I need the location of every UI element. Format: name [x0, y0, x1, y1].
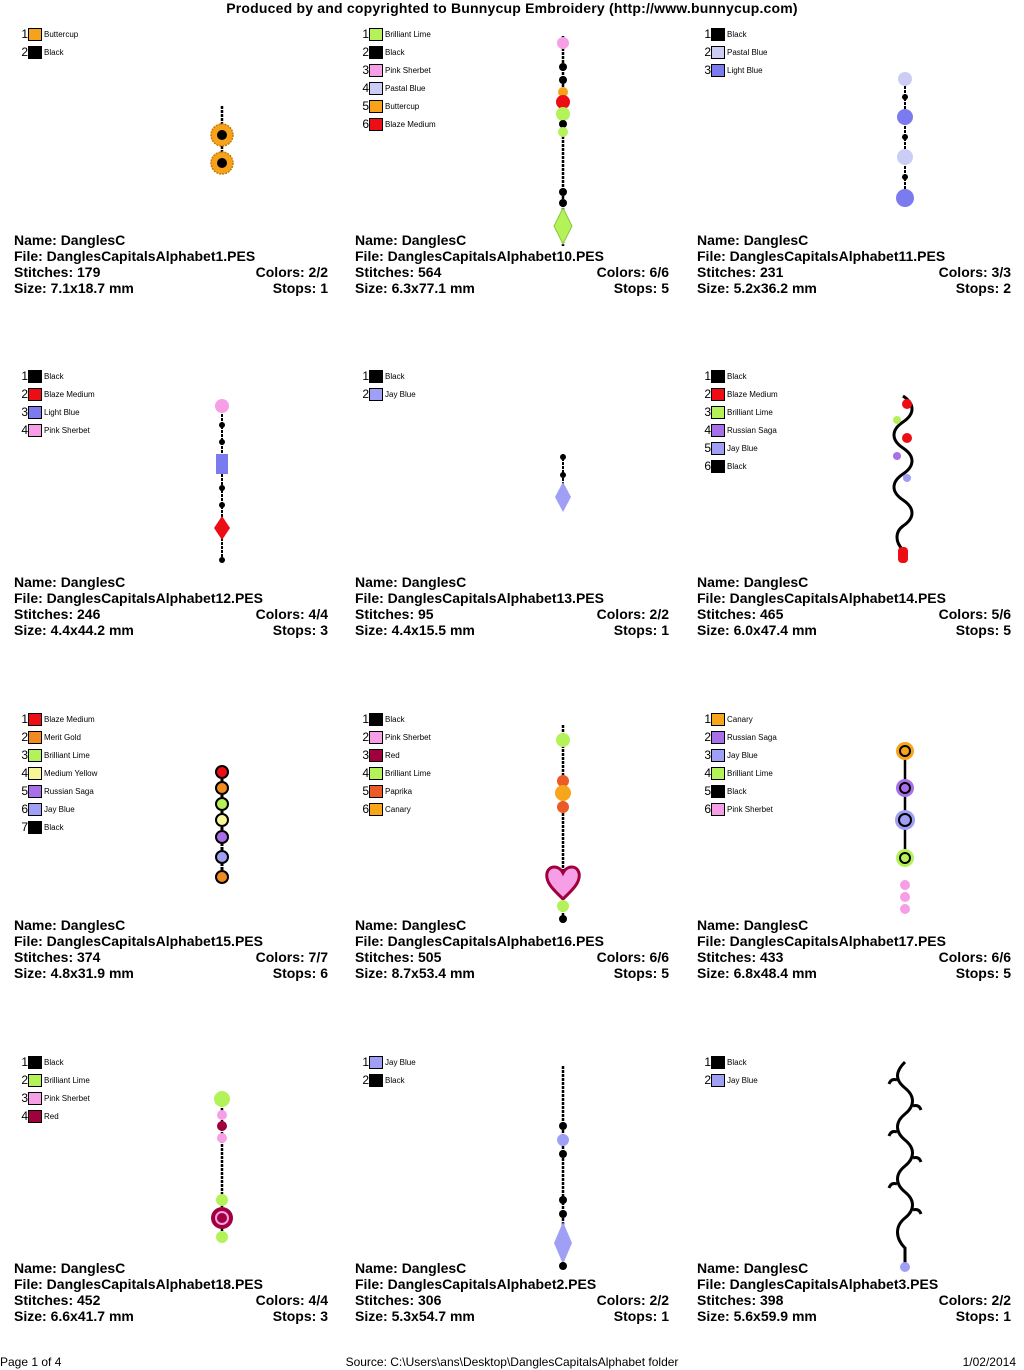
design-info — [14, 1260, 328, 1324]
thread-number: 4 — [21, 1109, 28, 1123]
thread-name: Brilliant Lime — [727, 408, 773, 417]
stops-label: Stops: — [272, 965, 317, 981]
design-name: DanglesC — [401, 574, 467, 590]
thread-name: Red — [44, 1112, 59, 1121]
design-name: DanglesC — [743, 917, 809, 933]
design-colors: 2/2 — [649, 1292, 669, 1308]
thread-name: Jay Blue — [727, 751, 758, 760]
thread-number: 6 — [362, 117, 369, 131]
stitches-label: Stitches: — [697, 606, 757, 622]
design-size: 6.3x77.1 mm — [391, 280, 475, 296]
stops-label: Stops: — [613, 1308, 658, 1324]
design-cell — [341, 342, 682, 685]
thread-number: 2 — [21, 1073, 28, 1087]
embroidery-design-preview — [0, 1028, 341, 1278]
stitches-label: Stitches: — [355, 264, 415, 280]
design-size: 6.8x48.4 mm — [733, 965, 817, 981]
colors-label: Colors: — [938, 1292, 988, 1308]
thread-name: Pink Sherbet — [385, 733, 431, 742]
stops-label: Stops: — [955, 965, 1000, 981]
size-label: Size: — [355, 965, 388, 981]
colors-label: Colors: — [596, 606, 646, 622]
design-size: 8.7x53.4 mm — [391, 965, 475, 981]
design-cell — [341, 0, 682, 343]
name-label: Name: — [355, 917, 398, 933]
page-number: Page 1 of 4 — [0, 1355, 62, 1369]
thread-name: Russian Saga — [44, 787, 94, 796]
thread-name: Jay Blue — [385, 390, 416, 399]
colors-label: Colors: — [596, 949, 646, 965]
design-file: DanglesCapitalsAlphabet3.PES — [729, 1276, 939, 1292]
thread-number: 2 — [704, 45, 711, 59]
design-info — [14, 232, 328, 296]
thread-number: 3 — [704, 405, 711, 419]
size-label: Size: — [14, 1308, 47, 1324]
thread-number: 6 — [362, 802, 369, 816]
thread-name: Pastal Blue — [385, 84, 426, 93]
colors-label: Colors: — [596, 264, 646, 280]
design-info — [697, 232, 1011, 296]
design-colors: 3/3 — [991, 264, 1011, 280]
thread-name: Brilliant Lime — [44, 1076, 90, 1085]
embroidery-design-preview — [341, 685, 682, 935]
size-label: Size: — [697, 622, 730, 638]
design-info — [697, 574, 1011, 638]
design-cell — [0, 0, 341, 343]
embroidery-design-preview — [683, 342, 1024, 592]
file-label: File: — [697, 933, 726, 949]
thread-number: 3 — [362, 748, 369, 762]
embroidery-design-preview — [0, 685, 341, 935]
design-stitches: 465 — [760, 606, 784, 622]
thread-name: Merit Gold — [44, 733, 81, 742]
thread-number: 3 — [704, 63, 711, 77]
stitches-label: Stitches: — [14, 606, 74, 622]
design-info — [14, 917, 328, 981]
design-stops: 3 — [320, 1308, 328, 1324]
thread-name: Black — [44, 1058, 64, 1067]
design-info — [697, 1260, 1011, 1324]
file-label: File: — [355, 1276, 384, 1292]
design-stops: 5 — [1003, 622, 1011, 638]
design-stitches: 564 — [418, 264, 442, 280]
design-stops: 2 — [1003, 280, 1011, 296]
embroidery-design-preview — [0, 342, 341, 592]
design-colors: 6/6 — [991, 949, 1011, 965]
design-stitches: 452 — [77, 1292, 101, 1308]
thread-number: 1 — [362, 27, 369, 41]
design-info — [697, 917, 1011, 981]
stops-label: Stops: — [613, 622, 658, 638]
design-colors: 4/4 — [308, 606, 328, 622]
thread-name: Black — [385, 48, 405, 57]
name-label: Name: — [355, 574, 398, 590]
design-info — [355, 917, 669, 981]
source-path: Source: C:\Users\ans\Desktop\DanglesCapitalsAlphabet folder — [345, 1355, 679, 1369]
thread-number: 6 — [704, 802, 711, 816]
thread-number: 4 — [362, 81, 369, 95]
thread-number: 5 — [362, 99, 369, 113]
design-name: DanglesC — [743, 574, 809, 590]
thread-number: 2 — [362, 45, 369, 59]
embroidery-design-preview — [683, 0, 1024, 250]
thread-name: Black — [385, 715, 405, 724]
thread-name: Paprika — [385, 787, 413, 796]
thread-number: 1 — [362, 369, 369, 383]
design-name: DanglesC — [60, 917, 126, 933]
design-cell — [683, 685, 1024, 1028]
name-label: Name: — [14, 574, 57, 590]
design-stops: 1 — [320, 280, 328, 296]
colors-label: Colors: — [255, 1292, 305, 1308]
thread-number: 4 — [704, 766, 711, 780]
thread-number: 1 — [21, 1055, 28, 1069]
size-label: Size: — [355, 280, 388, 296]
size-label: Size: — [697, 1308, 730, 1324]
file-label: File: — [697, 590, 726, 606]
name-label: Name: — [697, 1260, 740, 1276]
name-label: Name: — [14, 1260, 57, 1276]
design-file: DanglesCapitalsAlphabet15.PES — [46, 933, 263, 949]
design-size: 4.8x31.9 mm — [50, 965, 134, 981]
design-size: 5.2x36.2 mm — [733, 280, 817, 296]
thread-name: Jay Blue — [44, 805, 75, 814]
design-colors: 2/2 — [308, 264, 328, 280]
design-cell — [341, 685, 682, 1028]
file-label: File: — [355, 248, 384, 264]
thread-number: 4 — [21, 423, 28, 437]
embroidery-design-preview — [341, 342, 682, 592]
design-name: DanglesC — [743, 1260, 809, 1276]
design-colors: 2/2 — [649, 606, 669, 622]
design-file: DanglesCapitalsAlphabet2.PES — [387, 1276, 597, 1292]
thread-number: 2 — [362, 730, 369, 744]
thread-name: Canary — [727, 715, 753, 724]
stops-label: Stops: — [955, 622, 1000, 638]
thread-name: Brilliant Lime — [44, 751, 90, 760]
thread-number: 5 — [21, 784, 28, 798]
design-cell — [0, 685, 341, 1028]
thread-name: Brilliant Lime — [727, 769, 773, 778]
design-name: DanglesC — [60, 232, 126, 248]
design-stops: 6 — [320, 965, 328, 981]
design-stitches: 306 — [418, 1292, 442, 1308]
design-size: 4.4x44.2 mm — [50, 622, 134, 638]
thread-name: Medium Yellow — [44, 769, 98, 778]
thread-name: Jay Blue — [727, 444, 758, 453]
thread-name: Blaze Medium — [44, 390, 95, 399]
file-label: File: — [697, 248, 726, 264]
thread-name: Russian Saga — [727, 426, 777, 435]
design-stops: 3 — [320, 622, 328, 638]
stops-label: Stops: — [272, 280, 317, 296]
design-stops: 1 — [1003, 1308, 1011, 1324]
thread-name: Pink Sherbet — [385, 66, 431, 75]
size-label: Size: — [355, 1308, 388, 1324]
thread-number: 3 — [362, 63, 369, 77]
stitches-label: Stitches: — [14, 1292, 74, 1308]
name-label: Name: — [697, 232, 740, 248]
thread-number: 1 — [704, 369, 711, 383]
thread-name: Brilliant Lime — [385, 30, 431, 39]
embroidery-design-preview — [683, 1028, 1024, 1278]
name-label: Name: — [14, 232, 57, 248]
stitches-label: Stitches: — [14, 264, 74, 280]
thread-number: 4 — [704, 423, 711, 437]
header-title: Produced by and copyrighted to Bunnycup Embroidery (http://www.bunnycup.com) — [226, 0, 798, 16]
design-colors: 6/6 — [649, 949, 669, 965]
design-file: DanglesCapitalsAlphabet14.PES — [729, 590, 946, 606]
colors-label: Colors: — [596, 1292, 646, 1308]
thread-number: 3 — [21, 748, 28, 762]
thread-name: Black — [44, 48, 64, 57]
stitches-label: Stitches: — [355, 1292, 415, 1308]
design-stops: 5 — [1003, 965, 1011, 981]
design-file: DanglesCapitalsAlphabet16.PES — [387, 933, 604, 949]
design-size: 6.6x41.7 mm — [50, 1308, 134, 1324]
thread-name: Black — [727, 787, 747, 796]
design-size: 4.4x15.5 mm — [391, 622, 475, 638]
design-info — [355, 232, 669, 296]
thread-number: 1 — [704, 27, 711, 41]
thread-name: Buttercup — [44, 30, 79, 39]
print-date: 1/02/2014 — [962, 1355, 1016, 1369]
design-stops: 5 — [661, 965, 669, 981]
stops-label: Stops: — [613, 280, 658, 296]
design-info — [355, 574, 669, 638]
design-colors: 2/2 — [991, 1292, 1011, 1308]
thread-name: Blaze Medium — [44, 715, 95, 724]
thread-number: 2 — [704, 387, 711, 401]
thread-number: 2 — [362, 387, 369, 401]
thread-number: 5 — [704, 784, 711, 798]
design-stitches: 398 — [760, 1292, 784, 1308]
embroidery-design-preview — [0, 0, 341, 250]
thread-number: 1 — [21, 369, 28, 383]
stitches-label: Stitches: — [14, 949, 74, 965]
size-label: Size: — [355, 622, 388, 638]
thread-number: 2 — [21, 45, 28, 59]
file-label: File: — [14, 590, 43, 606]
thread-name: Black — [385, 372, 405, 381]
design-name: DanglesC — [60, 1260, 126, 1276]
thread-number: 3 — [704, 748, 711, 762]
design-cell — [683, 342, 1024, 685]
thread-number: 1 — [362, 712, 369, 726]
embroidery-design-preview — [341, 0, 682, 250]
design-size: 5.6x59.9 mm — [733, 1308, 817, 1324]
thread-name: Pink Sherbet — [44, 1094, 90, 1103]
thread-name: Blaze Medium — [385, 120, 436, 129]
thread-name: Black — [385, 1076, 405, 1085]
thread-number: 5 — [362, 784, 369, 798]
stops-label: Stops: — [272, 622, 317, 638]
design-cell — [341, 1028, 682, 1370]
thread-number: 2 — [362, 1073, 369, 1087]
design-stitches: 179 — [77, 264, 101, 280]
design-size: 5.3x54.7 mm — [391, 1308, 475, 1324]
stops-label: Stops: — [955, 1308, 1000, 1324]
thread-name: Jay Blue — [727, 1076, 758, 1085]
page-footer — [0, 1354, 1024, 1370]
colors-label: Colors: — [938, 264, 988, 280]
thread-name: Pastal Blue — [727, 48, 768, 57]
file-label: File: — [14, 1276, 43, 1292]
thread-number: 5 — [704, 441, 711, 455]
thread-name: Red — [385, 751, 400, 760]
design-colors: 7/7 — [308, 949, 328, 965]
thread-number: 3 — [21, 405, 28, 419]
thread-name: Russian Saga — [727, 733, 777, 742]
name-label: Name: — [697, 574, 740, 590]
thread-name: Jay Blue — [385, 1058, 416, 1067]
thread-name: Canary — [385, 805, 411, 814]
embroidery-design-preview — [341, 1028, 682, 1278]
design-colors: 5/6 — [991, 606, 1011, 622]
design-name: DanglesC — [401, 917, 467, 933]
file-label: File: — [14, 248, 43, 264]
file-label: File: — [697, 1276, 726, 1292]
design-file: DanglesCapitalsAlphabet10.PES — [387, 248, 604, 264]
thread-name: Blaze Medium — [727, 390, 778, 399]
colors-label: Colors: — [255, 606, 305, 622]
thread-number: 7 — [21, 820, 28, 834]
design-stitches: 246 — [77, 606, 101, 622]
design-file: DanglesCapitalsAlphabet11.PES — [729, 248, 946, 264]
design-cell — [0, 342, 341, 685]
design-stops: 5 — [661, 280, 669, 296]
design-name: DanglesC — [60, 574, 126, 590]
name-label: Name: — [355, 232, 398, 248]
file-label: File: — [355, 590, 384, 606]
stitches-label: Stitches: — [697, 949, 757, 965]
thread-number: 6 — [21, 802, 28, 816]
thread-name: Buttercup — [385, 102, 420, 111]
thread-name: Pink Sherbet — [727, 805, 773, 814]
thread-number: 4 — [362, 766, 369, 780]
thread-name: Black — [727, 1058, 747, 1067]
thread-number: 6 — [704, 459, 711, 473]
thread-number: 1 — [704, 712, 711, 726]
design-cell — [683, 0, 1024, 343]
thread-name: Brilliant Lime — [385, 769, 431, 778]
thread-number: 4 — [21, 766, 28, 780]
size-label: Size: — [14, 965, 47, 981]
thread-name: Black — [44, 372, 64, 381]
thread-number: 2 — [21, 730, 28, 744]
design-stitches: 95 — [418, 606, 434, 622]
design-stitches: 231 — [760, 264, 784, 280]
design-file: DanglesCapitalsAlphabet1.PES — [46, 248, 256, 264]
design-colors: 4/4 — [308, 1292, 328, 1308]
thread-number: 2 — [704, 730, 711, 744]
thread-number: 2 — [704, 1073, 711, 1087]
design-size: 6.0x47.4 mm — [733, 622, 817, 638]
thread-number: 1 — [21, 712, 28, 726]
design-file: DanglesCapitalsAlphabet18.PES — [46, 1276, 263, 1292]
design-stitches: 433 — [760, 949, 784, 965]
design-stitches: 374 — [77, 949, 101, 965]
design-stitches: 505 — [418, 949, 442, 965]
design-name: DanglesC — [401, 232, 467, 248]
size-label: Size: — [697, 965, 730, 981]
design-name: DanglesC — [401, 1260, 467, 1276]
thread-number: 1 — [362, 1055, 369, 1069]
name-label: Name: — [697, 917, 740, 933]
design-stops: 1 — [661, 622, 669, 638]
thread-number: 2 — [21, 387, 28, 401]
stitches-label: Stitches: — [355, 949, 415, 965]
file-label: File: — [14, 933, 43, 949]
colors-label: Colors: — [938, 949, 988, 965]
name-label: Name: — [355, 1260, 398, 1276]
colors-label: Colors: — [938, 606, 988, 622]
thread-name: Pink Sherbet — [44, 426, 90, 435]
colors-label: Colors: — [255, 949, 305, 965]
thread-number: 1 — [704, 1055, 711, 1069]
stops-label: Stops: — [613, 965, 658, 981]
embroidery-design-preview — [683, 685, 1024, 935]
name-label: Name: — [14, 917, 57, 933]
thread-name: Black — [727, 372, 747, 381]
design-stops: 1 — [661, 1308, 669, 1324]
colors-label: Colors: — [255, 264, 305, 280]
stitches-label: Stitches: — [355, 606, 415, 622]
design-info — [355, 1260, 669, 1324]
file-label: File: — [355, 933, 384, 949]
design-file: DanglesCapitalsAlphabet17.PES — [729, 933, 946, 949]
stitches-label: Stitches: — [697, 1292, 757, 1308]
design-size: 7.1x18.7 mm — [50, 280, 134, 296]
design-cell — [0, 1028, 341, 1370]
size-label: Size: — [14, 622, 47, 638]
thread-name: Black — [727, 462, 747, 471]
thread-number: 1 — [21, 27, 28, 41]
size-label: Size: — [14, 280, 47, 296]
stops-label: Stops: — [955, 280, 1000, 296]
design-colors: 6/6 — [649, 264, 669, 280]
stitches-label: Stitches: — [697, 264, 757, 280]
thread-name: Light Blue — [44, 408, 80, 417]
design-cell — [683, 1028, 1024, 1370]
thread-name: Light Blue — [727, 66, 763, 75]
thread-name: Black — [727, 30, 747, 39]
stops-label: Stops: — [272, 1308, 317, 1324]
design-file: DanglesCapitalsAlphabet12.PES — [46, 590, 263, 606]
thread-number: 3 — [21, 1091, 28, 1105]
design-file: DanglesCapitalsAlphabet13.PES — [387, 590, 604, 606]
design-name: DanglesC — [743, 232, 809, 248]
design-info — [14, 574, 328, 638]
thread-name: Black — [44, 823, 64, 832]
size-label: Size: — [697, 280, 730, 296]
